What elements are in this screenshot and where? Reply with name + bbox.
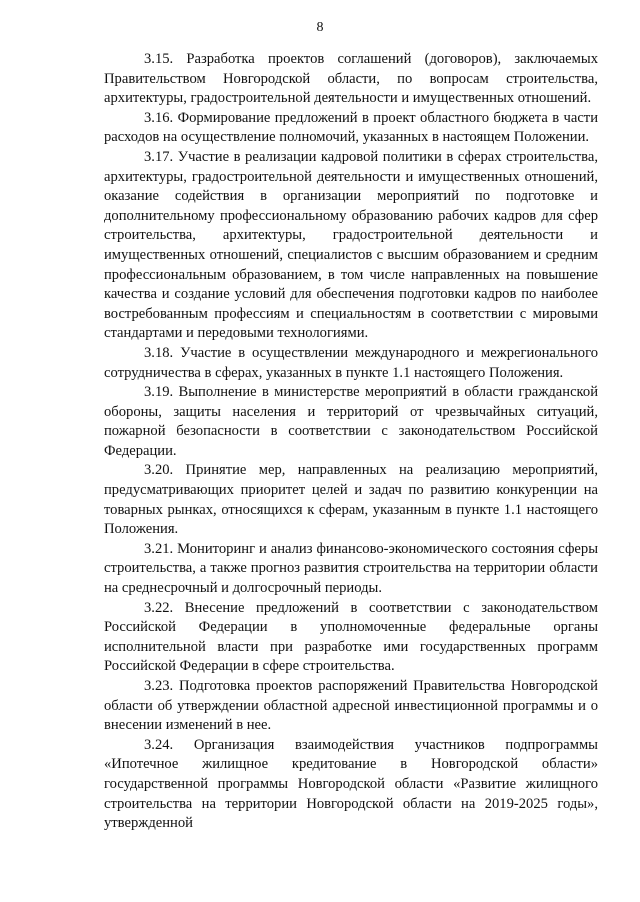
document-body (104, 50, 598, 834)
paragraph-3-24: 3.24. Организация взаимодействия участников подпрограммы «Ипотечное жилищное кредитование в Новгородской области» государственной программы Новгородской области «Развитие жилищного строительства на территории Новгородской области на 2019-2025 годы», утвержденной (104, 736, 598, 832)
paragraph-3-23: 3.23. Подготовка проектов распоряжений Правительства Новгородской области об утверждении областной адресной инвестиционной программы и о внесении изменений в нее. (104, 678, 598, 734)
paragraph-3-21: 3.21. Мониторинг и анализ финансово-экономического состояния сферы строительства, а также прогноз развития строительства на территории области на среднесрочный и долгосрочный периоды. (104, 540, 598, 597)
paragraph-3-15: 3.15. Разработка проектов соглашений (договоров), заключаемых Правительством Новгородской области, по вопросам строительства, архитектуры, градостроительной деятельности и имущественных отношений. (104, 51, 598, 107)
paragraph-3-22: 3.22. Внесение предложений в соответствии с законодательством Российской Федерации в уполномоченные федеральные органы исполнительной власти при разработке ими государственных программ Российской Федерации в сфере строительства. (104, 599, 598, 675)
page-number: 8 (316, 20, 324, 35)
paragraph-3-17: 3.17. Участие в реализации кадровой политики в сферах строительства, архитектуры, градостроительной деятельности и имущественных отношений, оказание содействия в организации мероприятий по подготовке и дополнительному профессиональному образованию рабочих кадров для сфер строительства, архитектуры, градостроительной деятельности и имущественных отношений, специалистов с высшим образованием и средним профессиональным образованием, в том числе направленных на повышение качества и создание условий для обеспечения подготовки кадров по наиболее востребованным профессиям и специальностям в соответствии с мировыми стандартами и передовыми технологиями. (104, 148, 598, 342)
paragraph-3-18: 3.18. Участие в осуществлении международного и межрегионального сотрудничества в сферах, указанных в пункте 1.1 настоящего Положения. (104, 344, 598, 381)
paragraph-3-19: 3.19. Выполнение в министерстве мероприятий в области гражданской обороны, защиты населения и территорий от чрезвычайных ситуаций, пожарной безопасности в соответствии с законодательством Российской Федерации. (104, 384, 598, 459)
paragraph-3-20: 3.20. Принятие мер, направленных на реализацию мероприятий, предусматривающих приоритет целей и задач по развитию конкуренции на товарных рынках, относящихся к сферам, указанным в пункте 1.1 настоящего Положения. (104, 462, 598, 538)
paragraph-3-16: 3.16. Формирование предложений в проект областного бюджета в части расходов на осуществление полномочий, указанных в настоящем Положении. (104, 109, 598, 146)
